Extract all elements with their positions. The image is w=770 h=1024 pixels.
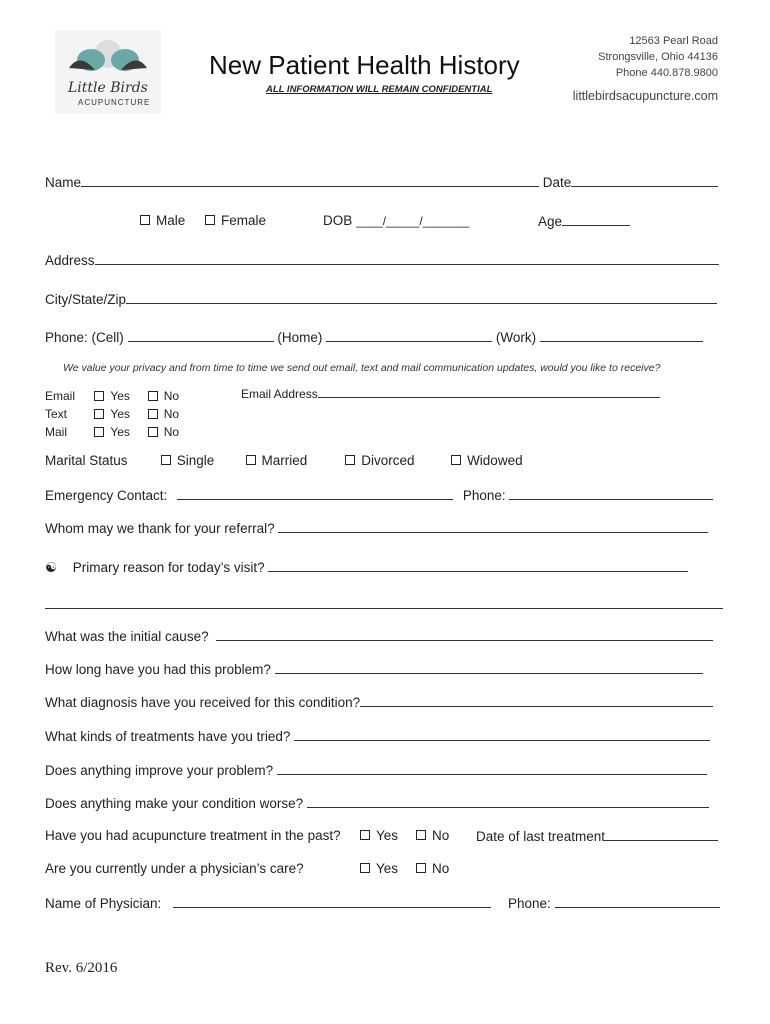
mail-no-checkbox[interactable] bbox=[148, 427, 158, 437]
emergency-phone-field[interactable] bbox=[509, 487, 713, 500]
primary-reason-field[interactable] bbox=[268, 559, 688, 572]
how-long-field[interactable] bbox=[275, 661, 703, 674]
yin-yang-icon: ☯ bbox=[45, 560, 58, 575]
yes-label: Yes bbox=[110, 407, 130, 421]
phone-home-label: (Home) bbox=[277, 330, 323, 345]
name-field[interactable] bbox=[81, 174, 539, 187]
female-checkbox[interactable] bbox=[205, 215, 215, 225]
no-label: No bbox=[432, 828, 450, 843]
revision-note: Rev. 6/2016 bbox=[45, 960, 118, 976]
address-field[interactable] bbox=[95, 252, 719, 265]
physician-phone-label: Phone: bbox=[508, 896, 551, 911]
physician-name-label: Name of Physician: bbox=[45, 896, 162, 911]
date-label: Date bbox=[542, 175, 572, 190]
yes-label: Yes bbox=[110, 425, 130, 439]
physician-care-label: Are you currently under a physician’s care? bbox=[45, 861, 304, 876]
initial-cause-label: What was the initial cause? bbox=[45, 629, 209, 644]
male-checkbox[interactable] bbox=[140, 215, 150, 225]
email-no-checkbox[interactable] bbox=[148, 391, 158, 401]
comm-label: Email bbox=[45, 389, 76, 403]
marital-option: Married bbox=[261, 453, 308, 468]
no-label: No bbox=[163, 389, 180, 403]
phone-home-field[interactable] bbox=[326, 329, 492, 342]
referral-field[interactable] bbox=[278, 520, 708, 533]
yes-label: Yes bbox=[376, 828, 399, 843]
no-label: No bbox=[163, 425, 180, 439]
improve-field[interactable] bbox=[277, 762, 707, 775]
comm-row-email bbox=[45, 387, 179, 405]
female-label: Female bbox=[221, 213, 267, 228]
primary-reason-field-2[interactable] bbox=[45, 608, 723, 609]
marital-option: Divorced bbox=[361, 453, 415, 468]
last-treatment-label: Date of last treatment bbox=[476, 829, 606, 844]
how-long-label: How long have you had this problem? bbox=[45, 662, 271, 677]
logo-sub: ACUPUNCTURE bbox=[78, 98, 151, 107]
age-label: Age bbox=[538, 214, 563, 229]
email-yes-checkbox[interactable] bbox=[94, 391, 104, 401]
treatments-label: What kinds of treatments have you tried? bbox=[45, 729, 291, 744]
confidential-note: ALL INFORMATION WILL REMAIN CONFIDENTIAL bbox=[266, 84, 493, 95]
email-address-field[interactable] bbox=[318, 387, 660, 398]
clinic-address1: 12563 Pearl Road bbox=[629, 35, 718, 47]
logo-name: Little Birds bbox=[68, 80, 148, 96]
address-label: Address bbox=[45, 253, 95, 268]
widowed-checkbox[interactable] bbox=[451, 455, 461, 465]
emergency-phone-label: Phone: bbox=[462, 488, 506, 503]
yes-label: Yes bbox=[110, 389, 130, 403]
marital-option: Single bbox=[176, 453, 215, 468]
acupuncture-no-checkbox[interactable] bbox=[416, 830, 426, 840]
privacy-note: We value your privacy and from time to time we send out email, text and mail communication updates, would you like to receive? bbox=[63, 362, 661, 374]
physician-name-field[interactable] bbox=[173, 895, 491, 908]
divorced-checkbox[interactable] bbox=[345, 455, 355, 465]
comm-row-mail bbox=[45, 423, 179, 441]
dob-field[interactable]: ____/_____/_______ bbox=[356, 214, 470, 228]
text-yes-checkbox[interactable] bbox=[94, 409, 104, 419]
treatments-field[interactable] bbox=[294, 728, 710, 741]
phone-cell-field[interactable] bbox=[128, 329, 274, 342]
city-field[interactable] bbox=[126, 291, 717, 304]
improve-label: Does anything improve your problem? bbox=[45, 763, 274, 778]
phone-work-label: (Work) bbox=[495, 330, 537, 345]
comm-label: Mail bbox=[45, 425, 68, 439]
marital-status-row bbox=[45, 453, 523, 468]
comm-label: Text bbox=[45, 407, 68, 421]
text-no-checkbox[interactable] bbox=[148, 409, 158, 419]
initial-cause-field[interactable] bbox=[216, 628, 713, 641]
physician-yes-checkbox[interactable] bbox=[360, 863, 370, 873]
diagnosis-field[interactable] bbox=[360, 694, 713, 707]
clinic-address2: Strongsville, Ohio 44136 bbox=[598, 51, 718, 63]
worse-field[interactable] bbox=[307, 795, 709, 808]
phone-cell-label: Phone: (Cell) bbox=[45, 330, 124, 345]
married-checkbox[interactable] bbox=[246, 455, 256, 465]
mail-yes-checkbox[interactable] bbox=[94, 427, 104, 437]
diagnosis-label: What diagnosis have you received for this condition? bbox=[45, 695, 361, 710]
page-title: New Patient Health History bbox=[209, 50, 520, 80]
referral-label: Whom may we thank for your referral? bbox=[45, 521, 275, 536]
clinic-website[interactable]: littlebirdsacupuncture.com bbox=[572, 89, 718, 103]
date-field[interactable] bbox=[571, 174, 718, 187]
marital-option: Widowed bbox=[467, 453, 523, 468]
email-address-label: Email Address bbox=[241, 387, 318, 401]
phone-work-field[interactable] bbox=[540, 329, 703, 342]
primary-reason-label: Primary reason for today’s visit? bbox=[72, 560, 265, 575]
comm-row-text bbox=[45, 405, 179, 423]
marital-label: Marital Status bbox=[45, 453, 128, 468]
emergency-field[interactable] bbox=[177, 487, 453, 500]
last-treatment-field[interactable] bbox=[605, 828, 718, 841]
no-label: No bbox=[163, 407, 180, 421]
no-label: No bbox=[432, 861, 450, 876]
name-label: Name bbox=[45, 175, 82, 190]
physician-phone-field[interactable] bbox=[555, 895, 720, 908]
yes-label: Yes bbox=[376, 861, 399, 876]
acupuncture-past-label: Have you had acupuncture treatment in the past? bbox=[45, 828, 341, 843]
city-label: City/State/Zip bbox=[45, 292, 127, 307]
single-checkbox[interactable] bbox=[161, 455, 171, 465]
clinic-phone: Phone 440.878.9800 bbox=[615, 67, 718, 79]
dob-label: DOB bbox=[323, 213, 353, 228]
emergency-label: Emergency Contact: bbox=[45, 488, 168, 503]
worse-label: Does anything make your condition worse? bbox=[45, 796, 304, 811]
physician-no-checkbox[interactable] bbox=[416, 863, 426, 873]
age-field[interactable] bbox=[562, 213, 630, 226]
male-label: Male bbox=[156, 213, 186, 228]
acupuncture-yes-checkbox[interactable] bbox=[360, 830, 370, 840]
